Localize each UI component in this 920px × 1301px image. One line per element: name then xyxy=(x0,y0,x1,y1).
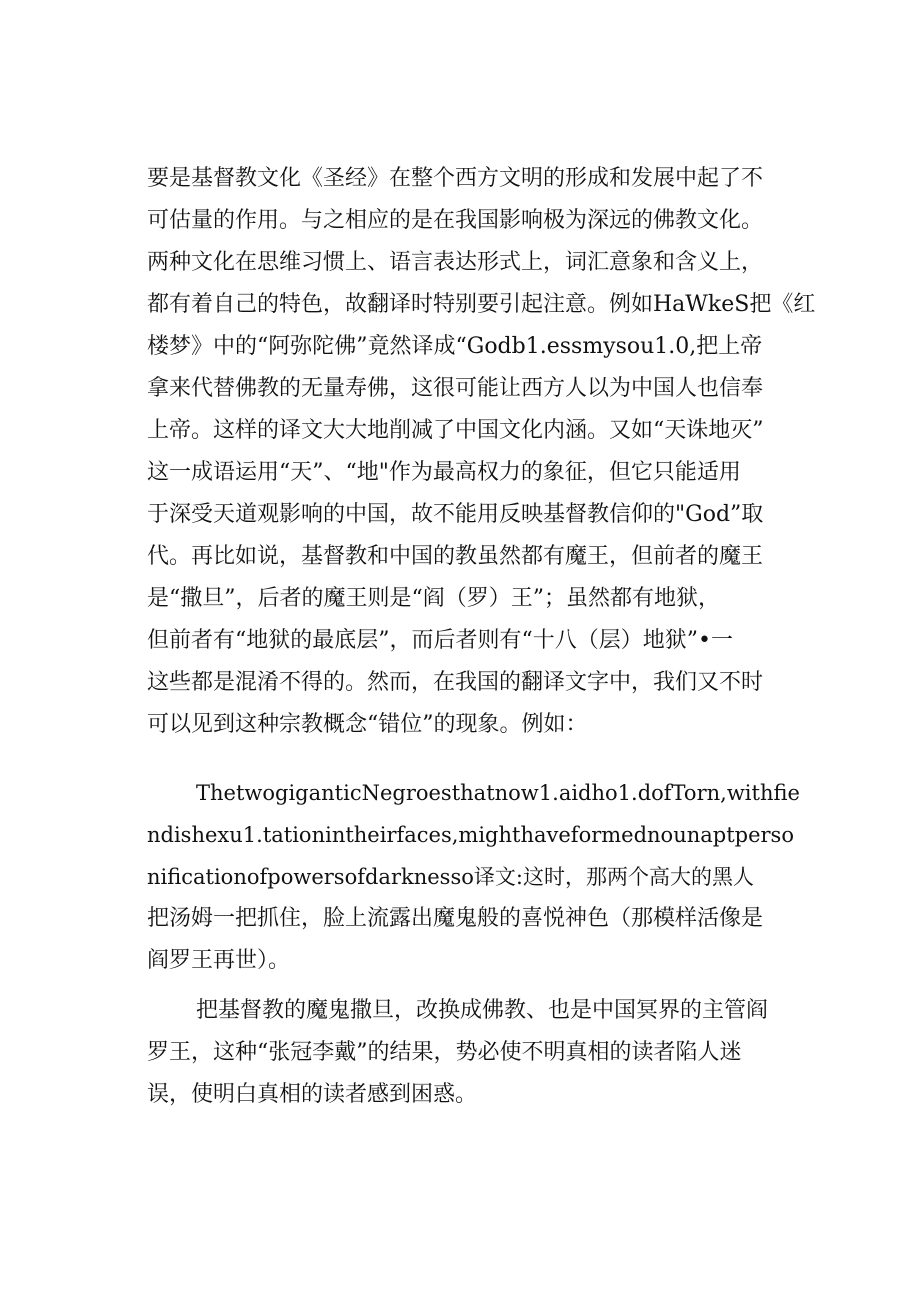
text-line: 把基督教的魔鬼撒旦，改换成佛教、也是中国冥界的主管阎 xyxy=(196,998,769,1023)
text-line: 这些都是混淆不得的。然而，在我国的翻译文字中，我们又不时 xyxy=(147,670,764,695)
text-line: 误，使明白真相的读者感到困惑。 xyxy=(147,1082,478,1107)
text-line: 阎罗王再世）。 xyxy=(147,948,291,973)
text-line: 但前者有“地狱的最底层”，而后者则有“十八（层）地狱”•一 xyxy=(147,628,733,653)
text-line: 可估量的作用。与之相应的是在我国影响极为深远的佛教文化。 xyxy=(147,208,764,233)
text-line: 要是基督教文化《圣经》在整个西方文明的形成和发展中起了不 xyxy=(147,166,764,191)
text-line: 都有着自己的特色，故翻译时特别要引起注意。例如HaWkeS把《红 xyxy=(147,292,816,317)
text-line: ThetwogiganticNegroesthatnow1.aidho1.dofTorn,withfie xyxy=(196,781,800,805)
text-line: ndishexu1.tationintheirfaces,mighthaveformednounaptperso xyxy=(147,823,794,847)
text-line: 这一成语运用“天”、“地"作为最高权力的象征，但它只能适用 xyxy=(147,460,741,485)
text-line: 拿来代替佛教的无量寿佛，这很可能让西方人以为中国人也信奉 xyxy=(147,376,764,401)
text-line: nificationofpowersofdarknesso译文:这时，那两个高大的黑人 xyxy=(147,865,754,889)
text-line: 上帝。这样的译文大大地削减了中国文化内涵。又如“天诛地灭” xyxy=(147,418,764,443)
text-line: 是“撒旦”，后者的魔王则是“阎（罗）王”；虽然都有地狱， xyxy=(147,586,720,611)
text-line: 于深受天道观影响的中国，故不能用反映基督教信仰的"God”取 xyxy=(147,502,764,527)
text-line: 代。再比如说，基督教和中国的教虽然都有魔王，但前者的魔王 xyxy=(147,544,764,569)
text-line: 楼梦》中的“阿弥陀佛”竟然译成“Godb1.essmysou1.0,把上帝 xyxy=(147,334,763,359)
text-line: 把汤姆一把抓住，脸上流露出魔鬼般的喜悦神色（那模样活像是 xyxy=(147,906,764,931)
text-line: 两种文化在思维习惯上、语言表达形式上，词汇意象和含义上， xyxy=(147,250,764,275)
text-line: 可以见到这种宗教概念“错位”的现象。例如： xyxy=(147,712,588,737)
text-line: 罗王，这种“张冠李戴”的结果，势必使不明真相的读者陷人迷 xyxy=(147,1040,742,1065)
